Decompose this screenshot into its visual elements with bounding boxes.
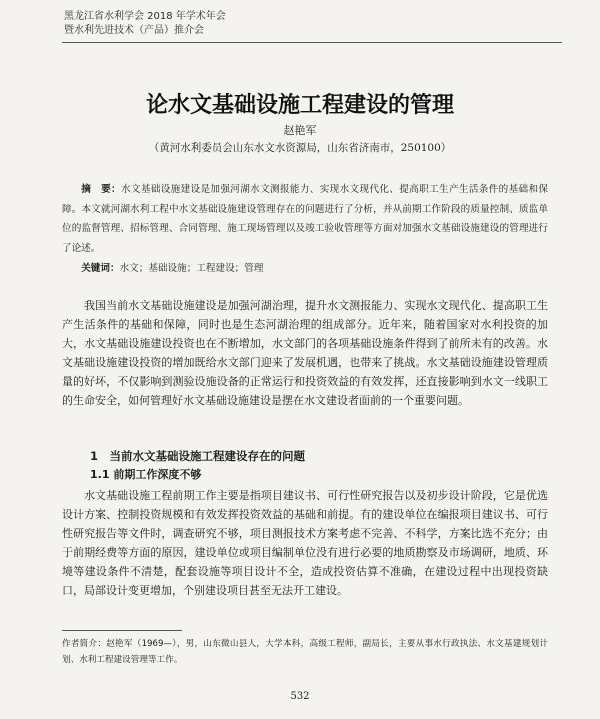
footnote-divider (62, 630, 182, 631)
header-divider (62, 42, 562, 43)
article-affiliation: （黄河水利委员会山东水文水资源局，山东省济南市，250100） (148, 142, 452, 154)
keywords (62, 261, 548, 277)
author-footnote: 作者简介：赵艳军（1969—），男，山东微山县人，大学本科，高级工程师，副局长，主要从事水行政执法、水文基建规划计划、水利工程建设管理等工作。 (62, 639, 548, 665)
abstract-text: 水文基础设施建设是加强河湖水文测报能力、实现水文现代化、提高职工生产生活条件的基础和保障。本文就河湖水利工程中水文基础设施建设管理存在的问题进行了分析，并从前期工作阶段的质量控制、质监单位的监督管理、招标管理、合同管理、施工现场管理以及竣工验收管理等方面对加强水文基础设施建设的管理进行了论述。 (62, 184, 549, 254)
section-heading-1: 1 当前水文基础设施工程建设存在的问题 (90, 449, 305, 463)
running-header (64, 10, 226, 38)
keywords-text: 水文；基础设施；工程建设；管理 (119, 263, 264, 274)
article-author: 赵艳军 (283, 124, 317, 137)
body-paragraph-2: 水文基础设施工程前期工作主要是指项目建议书、可行性研究报告以及初步设计阶段，它是优选设计方案、控制投资规模和有效发挥投资效益的基础和前提。有的建设单位在编报项目建议书、可行性研究报告等文件时，调查研究不够，项目测报技术方案考虑不完善、不科学，方案比选不充分；由于前期经费等方面的原因，建设单位或项目编制单位没有进行必要的地质勘察及市场调研，地质、环境等建设条件不清楚，配套设施等项目设计不全，造成投资估算不准确，在建设过程中出现投资缺口，局部设计变更增加，个别建设项目甚至无法开工建设。 (62, 489, 548, 597)
page-number: 532 (290, 691, 310, 702)
header-line-1: 黑龙江省水利学会 2018 年学术年会 (64, 11, 226, 22)
keywords-label: 关键词： (81, 263, 120, 274)
abstract-label: 摘 要： (81, 184, 121, 195)
header-line-2: 暨水利先进技术（产品）推介会 (64, 25, 204, 36)
abstract (62, 180, 548, 258)
body-paragraph-1: 我国当前水文基础设施建设是加强河湖治理，提升水文测报能力、实现水文现代化、提高职工生产生活条件的基础和保障，同时也是生态河湖治理的组成部分。近年来，随着国家对水利投资的加大，水文基础设施建设投资也在不断增加，水文部门的各项基础设施条件得到了前所未有的改善。水文基础设施建设投资的增加既给水文部门迎来了发展机遇，也带来了挑战。水文基础设施建设管理质量的好坏，不仅影响到测验设施设备的正常运行和投资效益的有效发挥，还直接影响到水文一线职工的生命安全，如何管理好水文基础设施建设是摆在水文建设者面前的一个重要问题。 (62, 299, 548, 407)
subsection-heading-1-1: 1.1 前期工作深度不够 (90, 468, 202, 481)
article-title: 论水文基础设施工程建设的管理 (145, 92, 454, 118)
